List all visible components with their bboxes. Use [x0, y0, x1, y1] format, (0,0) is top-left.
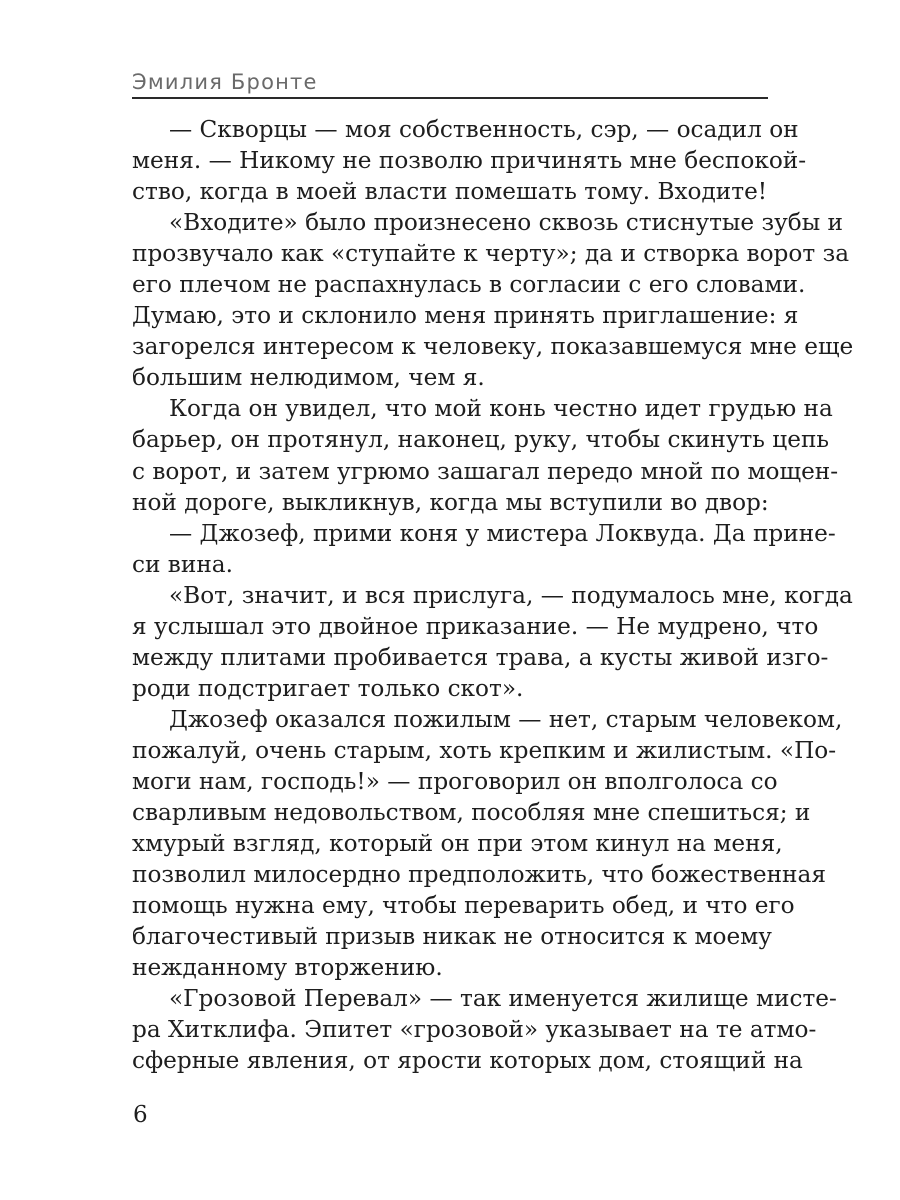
text-line: моги нам, господь!» — проговорил он вполголоса со: [132, 767, 778, 795]
text-line: загорелся интересом к человеку, показавшемуся мне еще: [132, 333, 854, 361]
text-line: его плечом не распахнулась в согласии с его словами.: [132, 271, 806, 299]
text-line: — Скворцы — моя собственность, сэр, — осадил он: [169, 116, 799, 143]
text-line: роди подстригает только скот».: [132, 674, 524, 702]
text-line: ной дороге, выкликнув, когда мы вступили во двор:: [132, 488, 769, 516]
running-header-author: Эмилия Бронте: [132, 70, 318, 94]
text-line: пожалуй, очень старым, хоть крепким и жилистым. «По-: [132, 736, 837, 764]
text-line: с ворот, и затем угрюмо зашагал передо мной по мощен-: [132, 457, 839, 485]
text-line: между плитами пробивается трава, а кусты живой изго-: [132, 643, 829, 671]
header-rule: [132, 97, 768, 99]
text-line: Думаю, это и склонило меня принять приглашение: я: [132, 302, 799, 330]
body-text: [132, 114, 854, 1076]
page-number: 6: [133, 1102, 148, 1128]
text-line: Когда он увидел, что мой конь честно идет грудью на: [169, 395, 833, 423]
text-line: позволил милосердно предположить, что божественная: [132, 861, 826, 889]
text-line: барьер, он протянул, наконец, руку, чтобы скинуть цепь: [132, 426, 830, 454]
text-line: помощь нужна ему, чтобы переварить обед, и что его: [132, 892, 795, 920]
text-line: ство, когда в моей власти помешать тому. Входите!: [132, 178, 768, 206]
text-line: я услышал это двойное приказание. — Не мудрено, что: [132, 612, 819, 640]
text-line: меня. — Никому не позволю причинять мне беспокой-: [132, 147, 807, 175]
text-line: благочестивый призыв никак не относится к моему: [132, 923, 772, 951]
text-line: нежданному вторжению.: [132, 954, 443, 982]
text-line: Джозеф оказался пожилым — нет, старым человеком,: [169, 705, 843, 733]
text-line: ра Хитклифа. Эпитет «грозовой» указывает на те атмо-: [132, 1016, 817, 1044]
text-line: хмурый взгляд, который он при этом кинул на меня,: [132, 830, 783, 858]
text-line: сферные явления, от ярости которых дом, стоящий на: [132, 1047, 803, 1075]
text-line: большим нелюдимом, чем я.: [132, 364, 485, 392]
text-line: «Вот, значит, и вся прислуга, — подумалось мне, когда: [169, 581, 853, 609]
text-line: си вина.: [132, 550, 233, 578]
text-line: прозвучало как «ступайте к черту»; да и створка ворот за: [132, 240, 850, 268]
text-line: «Входите» было произнесено сквозь стиснутые зубы и: [169, 209, 843, 237]
text-line: сварливым недовольством, пособляя мне спешиться; и: [132, 799, 811, 827]
text-line: — Джозеф, прими коня у мистера Локвуда. Да прине-: [169, 519, 836, 547]
text-line: «Грозовой Перевал» — так именуется жилище мисте-: [169, 985, 837, 1013]
